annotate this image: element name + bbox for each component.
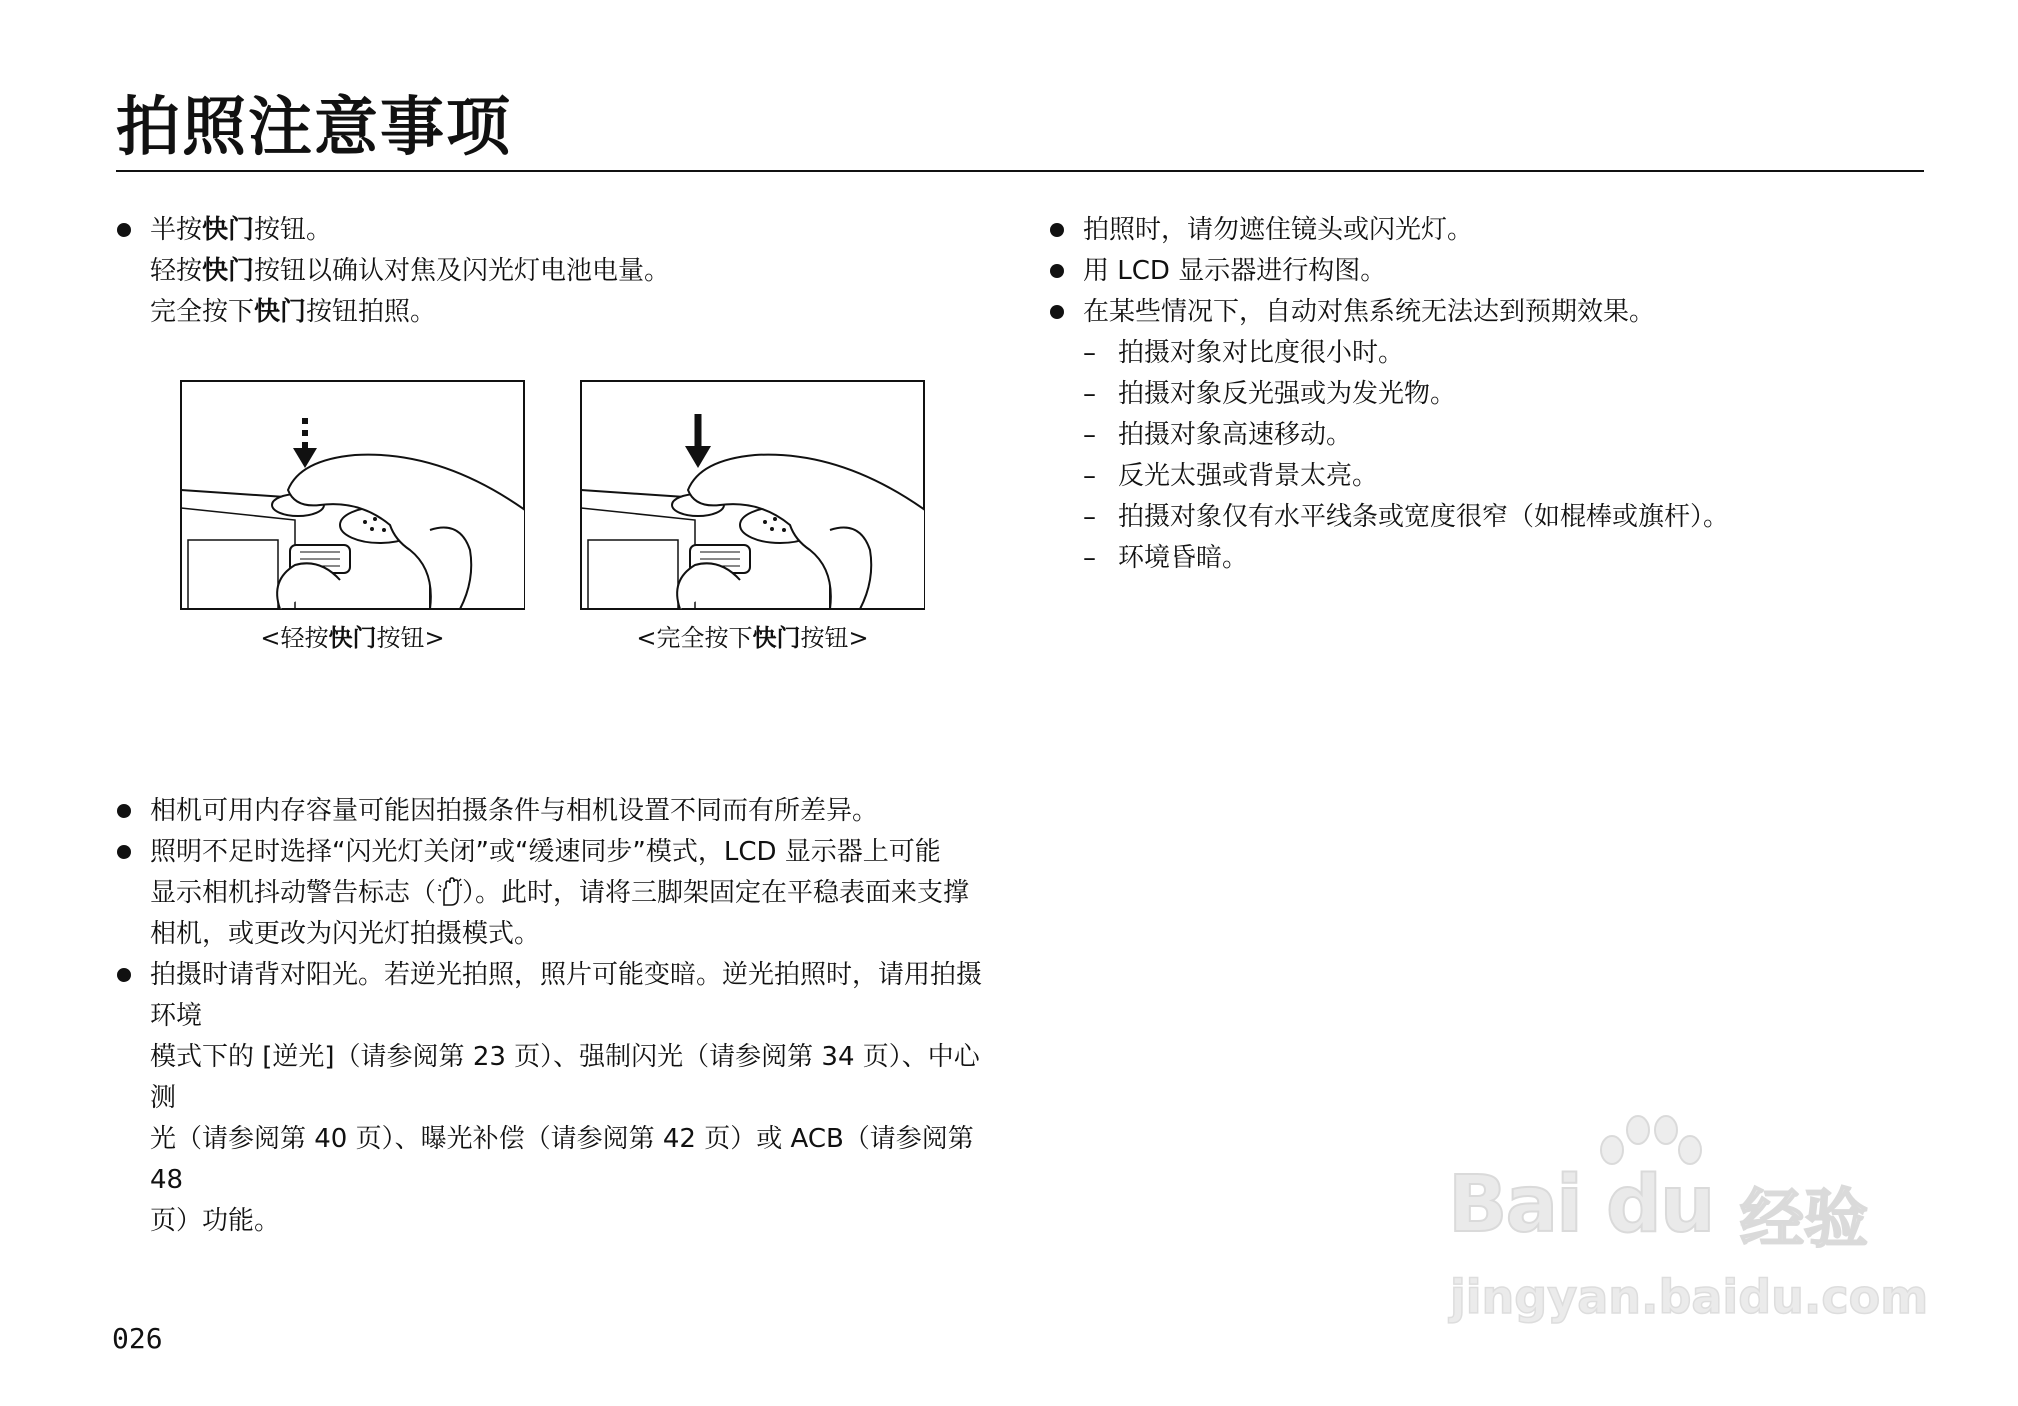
shutter-figures <box>180 380 940 650</box>
left-column <box>112 210 992 1242</box>
shutter-half-press: 半按快门按钮。 <box>150 215 333 245</box>
page-title: 拍照注意事项 <box>116 91 512 165</box>
bullet-memory <box>112 791 992 832</box>
figure-full-press <box>580 380 925 653</box>
backlight-line-1: 拍摄时请背对阳光。若逆光拍照，照片可能变暗。逆光拍照时，请用拍摄环境 <box>150 960 983 1031</box>
backlight-line-3: 光（请参阅第 40 页）、曝光补偿（请参阅第 42 页）或 ACB（请参阅第 48 <box>150 1124 974 1195</box>
shutter-light-press: 轻按快门按钮以确认对焦及闪光灯电池电量。 <box>150 256 671 286</box>
watermark-logo: Bai du <box>1448 1160 1714 1250</box>
af-case-item: – 拍摄对象反光强或为发光物。 <box>1045 374 1925 415</box>
figure-half-press <box>180 380 525 653</box>
title-divider <box>116 170 1924 172</box>
af-case-item: – 环境昏暗。 <box>1045 538 1925 579</box>
figure-half-press-caption: <轻按快门按钮> <box>260 624 445 652</box>
camera-half-press-illustration <box>180 380 525 610</box>
bullet-cover-lens: 拍照时，请勿遮住镜头或闪光灯。 <box>1045 210 1925 251</box>
camera-full-press-illustration <box>580 380 925 610</box>
af-case-item: – 拍摄对象高速移动。 <box>1045 415 1925 456</box>
camera-shake-icon <box>436 877 462 907</box>
bullet-backlight <box>112 955 992 1242</box>
lowlight-line-2: 显示相机抖动警告标志（ ）。此时，请将三脚架固定在平稳表面来支撑 <box>150 878 970 908</box>
page-number: 026 <box>112 1322 163 1355</box>
memory-text: 相机可用内存容量可能因拍摄条件与相机设置不同而有所差异。 <box>150 796 879 826</box>
backlight-line-4: 页）功能。 <box>150 1206 281 1236</box>
lowlight-line-1: 照明不足时选择“闪光灯关闭”或“缓速同步”模式，LCD 显示器上可能 <box>150 837 941 867</box>
right-column <box>1045 210 1925 579</box>
af-case-item: – 拍摄对象仅有水平线条或宽度很窄（如棍棒或旗杆）。 <box>1045 497 1925 538</box>
watermark-url: jingyan.baidu.com <box>1450 1270 1929 1324</box>
shutter-full-press: 完全按下快门按钮拍照。 <box>150 297 437 327</box>
baidu-watermark <box>1440 1110 1929 1340</box>
watermark-jingyan: 经验 <box>1740 1183 1868 1257</box>
af-case-item: – 反光太强或背景太亮。 <box>1045 456 1925 497</box>
bullet-shutter <box>112 210 992 333</box>
lowlight-line-3: 相机，或更改为闪光灯拍摄模式。 <box>150 919 541 949</box>
backlight-line-2: 模式下的 [逆光]（请参阅第 23 页）、强制闪光（请参阅第 34 页）、中心测 <box>150 1042 980 1113</box>
af-case-item: – 拍摄对象对比度很小时。 <box>1045 333 1925 374</box>
figure-full-press-caption: <完全按下快门按钮> <box>636 624 869 652</box>
bullet-lowlight <box>112 832 992 955</box>
bullet-autofocus: 在某些情况下，自动对焦系统无法达到预期效果。 <box>1045 292 1925 333</box>
bullet-lcd-compose: 用 LCD 显示器进行构图。 <box>1045 251 1925 292</box>
